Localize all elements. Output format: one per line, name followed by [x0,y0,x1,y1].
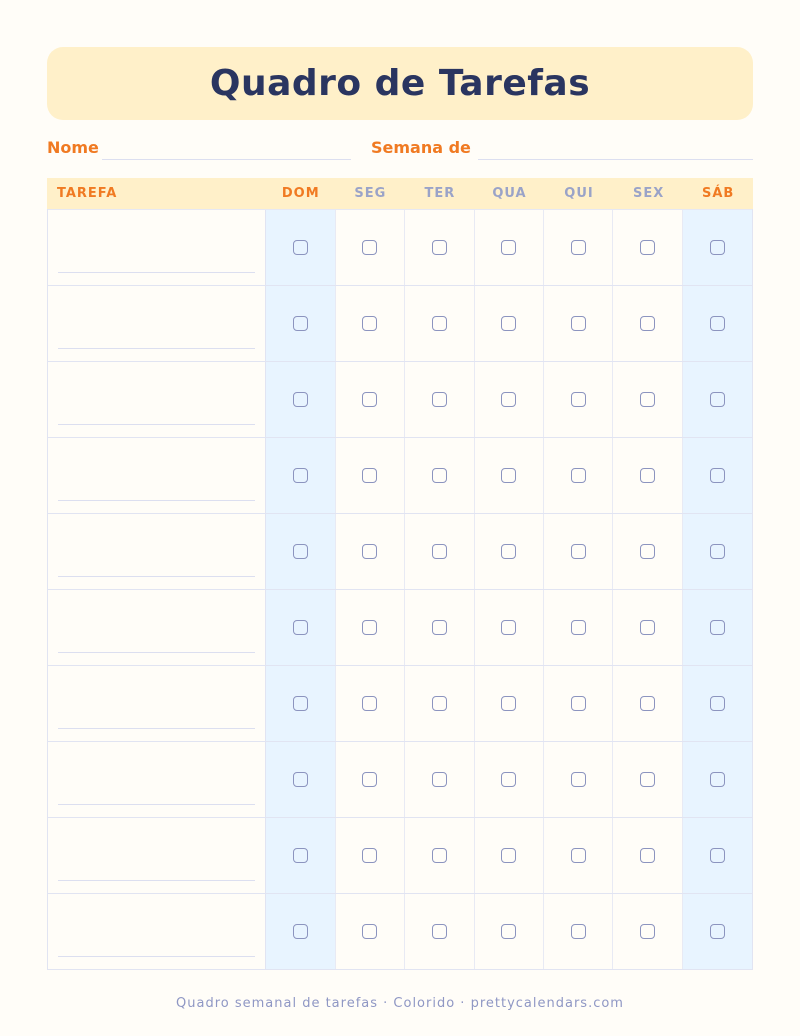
day-cell [475,666,544,741]
day-cell [405,362,474,437]
chore-chart [47,178,753,970]
task-write-line [58,424,255,425]
checkbox[interactable] [710,620,725,635]
checkbox[interactable] [432,696,447,711]
checkbox[interactable] [640,544,655,559]
day-cell [544,894,613,969]
day-cell [405,590,474,665]
checkbox[interactable] [710,240,725,255]
checkbox[interactable] [640,696,655,711]
checkbox[interactable] [640,468,655,483]
task-cell[interactable] [48,894,266,969]
checkbox[interactable] [293,696,308,711]
checkbox[interactable] [432,544,447,559]
task-cell[interactable] [48,438,266,513]
day-cell [266,438,335,513]
footer-text: Quadro semanal de tarefas · Colorido · prettycalendars.com [176,996,624,1011]
checkbox[interactable] [571,620,586,635]
day-cell [266,818,335,893]
checkbox[interactable] [571,772,586,787]
checkbox[interactable] [362,392,377,407]
checkbox[interactable] [501,240,516,255]
checkbox[interactable] [501,924,516,939]
checkbox[interactable] [640,620,655,635]
task-write-line [58,576,255,577]
day-cell [475,818,544,893]
day-cell [475,210,544,285]
checkbox[interactable] [501,316,516,331]
name-input-line[interactable] [102,159,351,160]
checkbox[interactable] [362,544,377,559]
day-header-qui: QUI [564,186,594,201]
day-header-sab: SÁB [701,186,735,201]
checkbox[interactable] [640,240,655,255]
day-cell [544,438,613,513]
day-cell [405,894,474,969]
task-write-line [58,652,255,653]
day-cell [613,666,682,741]
task-cell[interactable] [48,286,266,361]
day-cell [613,818,682,893]
day-cell [266,590,335,665]
day-cell [613,514,682,589]
name-label: Nome [47,138,99,157]
checkbox[interactable] [293,392,308,407]
week-input-line[interactable] [478,159,753,160]
checkbox[interactable] [362,468,377,483]
checkbox[interactable] [362,620,377,635]
checkbox[interactable] [293,772,308,787]
table-row [48,893,752,969]
day-header-seg: SEG [354,186,387,201]
checkbox[interactable] [501,620,516,635]
day-cell [336,438,405,513]
day-cell [683,818,752,893]
checkbox[interactable] [432,240,447,255]
day-header-sex: SEX [632,186,665,201]
checkbox[interactable] [432,392,447,407]
checkbox[interactable] [293,620,308,635]
checkbox[interactable] [710,924,725,939]
table-row [48,437,752,513]
task-cell[interactable] [48,210,266,285]
checkbox[interactable] [571,240,586,255]
day-cell [405,210,474,285]
task-write-line [58,956,255,957]
table-row [48,361,752,437]
day-cell [405,438,474,513]
checkbox[interactable] [710,392,725,407]
checkbox[interactable] [293,240,308,255]
day-cell [544,362,613,437]
day-cell [683,666,752,741]
checkbox[interactable] [362,848,377,863]
chart-header [47,178,753,209]
task-cell[interactable] [48,514,266,589]
checkbox[interactable] [432,620,447,635]
checkbox[interactable] [710,316,725,331]
checkbox[interactable] [293,468,308,483]
page-title: Quadro de Tarefas [209,63,591,104]
day-cell [683,894,752,969]
day-cell [613,286,682,361]
day-cell [544,286,613,361]
task-write-line [58,272,255,273]
day-cell [336,818,405,893]
day-cell [544,742,613,817]
day-cell [613,438,682,513]
name-field[interactable] [47,138,351,160]
checkbox[interactable] [432,468,447,483]
day-cell [613,742,682,817]
chart-body [47,209,753,970]
checkbox[interactable] [571,696,586,711]
day-cell [613,590,682,665]
day-cell [683,210,752,285]
checkbox[interactable] [432,772,447,787]
day-cell [475,894,544,969]
checkbox[interactable] [571,316,586,331]
day-cell [266,362,335,437]
table-row [48,209,752,285]
task-cell[interactable] [48,362,266,437]
checkbox[interactable] [571,544,586,559]
checkbox[interactable] [710,772,725,787]
task-write-line [58,500,255,501]
checkbox[interactable] [571,848,586,863]
day-header-ter: TER [424,186,456,201]
day-cell [544,210,613,285]
day-cell [544,818,613,893]
day-header-qua: QUA [492,186,527,201]
day-cell [683,438,752,513]
table-row [48,285,752,361]
day-cell [475,362,544,437]
checkbox[interactable] [501,544,516,559]
task-cell[interactable] [48,590,266,665]
week-label: Semana de [371,138,471,157]
checkbox[interactable] [571,468,586,483]
checkbox[interactable] [710,468,725,483]
day-cell [405,666,474,741]
table-row [48,817,752,893]
task-write-line [58,880,255,881]
checkbox[interactable] [362,772,377,787]
day-cell [544,590,613,665]
checkbox[interactable] [571,924,586,939]
checkbox[interactable] [710,696,725,711]
checkbox[interactable] [432,848,447,863]
task-write-line [58,728,255,729]
checkbox[interactable] [362,240,377,255]
checkbox[interactable] [710,848,725,863]
day-cell [336,742,405,817]
checkbox[interactable] [501,772,516,787]
day-cell [475,438,544,513]
day-cell [475,590,544,665]
day-cell [336,666,405,741]
checkbox[interactable] [501,392,516,407]
checkbox[interactable] [293,848,308,863]
day-cell [544,514,613,589]
checkbox[interactable] [640,772,655,787]
checkbox[interactable] [293,544,308,559]
checkbox[interactable] [501,848,516,863]
day-cell [475,742,544,817]
day-cell [683,514,752,589]
checkbox[interactable] [362,696,377,711]
table-row [48,741,752,817]
title-banner [47,47,753,120]
checkbox[interactable] [432,316,447,331]
week-field[interactable] [371,138,753,160]
task-write-line [58,348,255,349]
task-write-line [58,804,255,805]
day-cell [336,362,405,437]
day-cell [613,894,682,969]
day-cell [336,590,405,665]
day-cell [683,742,752,817]
checkbox[interactable] [571,392,586,407]
day-cell [336,210,405,285]
day-cell [475,514,544,589]
task-cell[interactable] [48,818,266,893]
checkbox[interactable] [501,468,516,483]
checkbox[interactable] [501,696,516,711]
checkbox[interactable] [710,544,725,559]
day-cell [266,894,335,969]
checkbox[interactable] [640,392,655,407]
checkbox[interactable] [640,924,655,939]
day-cell [266,742,335,817]
table-row [48,665,752,741]
day-cell [683,590,752,665]
day-cell [683,362,752,437]
day-cell [405,514,474,589]
checkbox[interactable] [640,848,655,863]
day-cell [336,894,405,969]
day-cell [544,666,613,741]
day-cell [336,514,405,589]
day-cell [613,362,682,437]
checkbox[interactable] [362,316,377,331]
checkbox[interactable] [293,924,308,939]
day-cell [405,818,474,893]
task-column-header: TAREFA [57,186,118,201]
checkbox[interactable] [362,924,377,939]
day-cell [405,286,474,361]
task-cell[interactable] [48,742,266,817]
day-cell [613,210,682,285]
table-row [48,513,752,589]
day-header-dom: DOM [281,186,320,201]
day-cell [266,514,335,589]
day-cell [266,210,335,285]
day-cell [266,666,335,741]
day-cell [336,286,405,361]
checkbox[interactable] [640,316,655,331]
day-cell [266,286,335,361]
checkbox[interactable] [293,316,308,331]
task-cell[interactable] [48,666,266,741]
day-cell [683,286,752,361]
day-cell [475,286,544,361]
checkbox[interactable] [432,924,447,939]
table-row [48,589,752,665]
day-cell [405,742,474,817]
